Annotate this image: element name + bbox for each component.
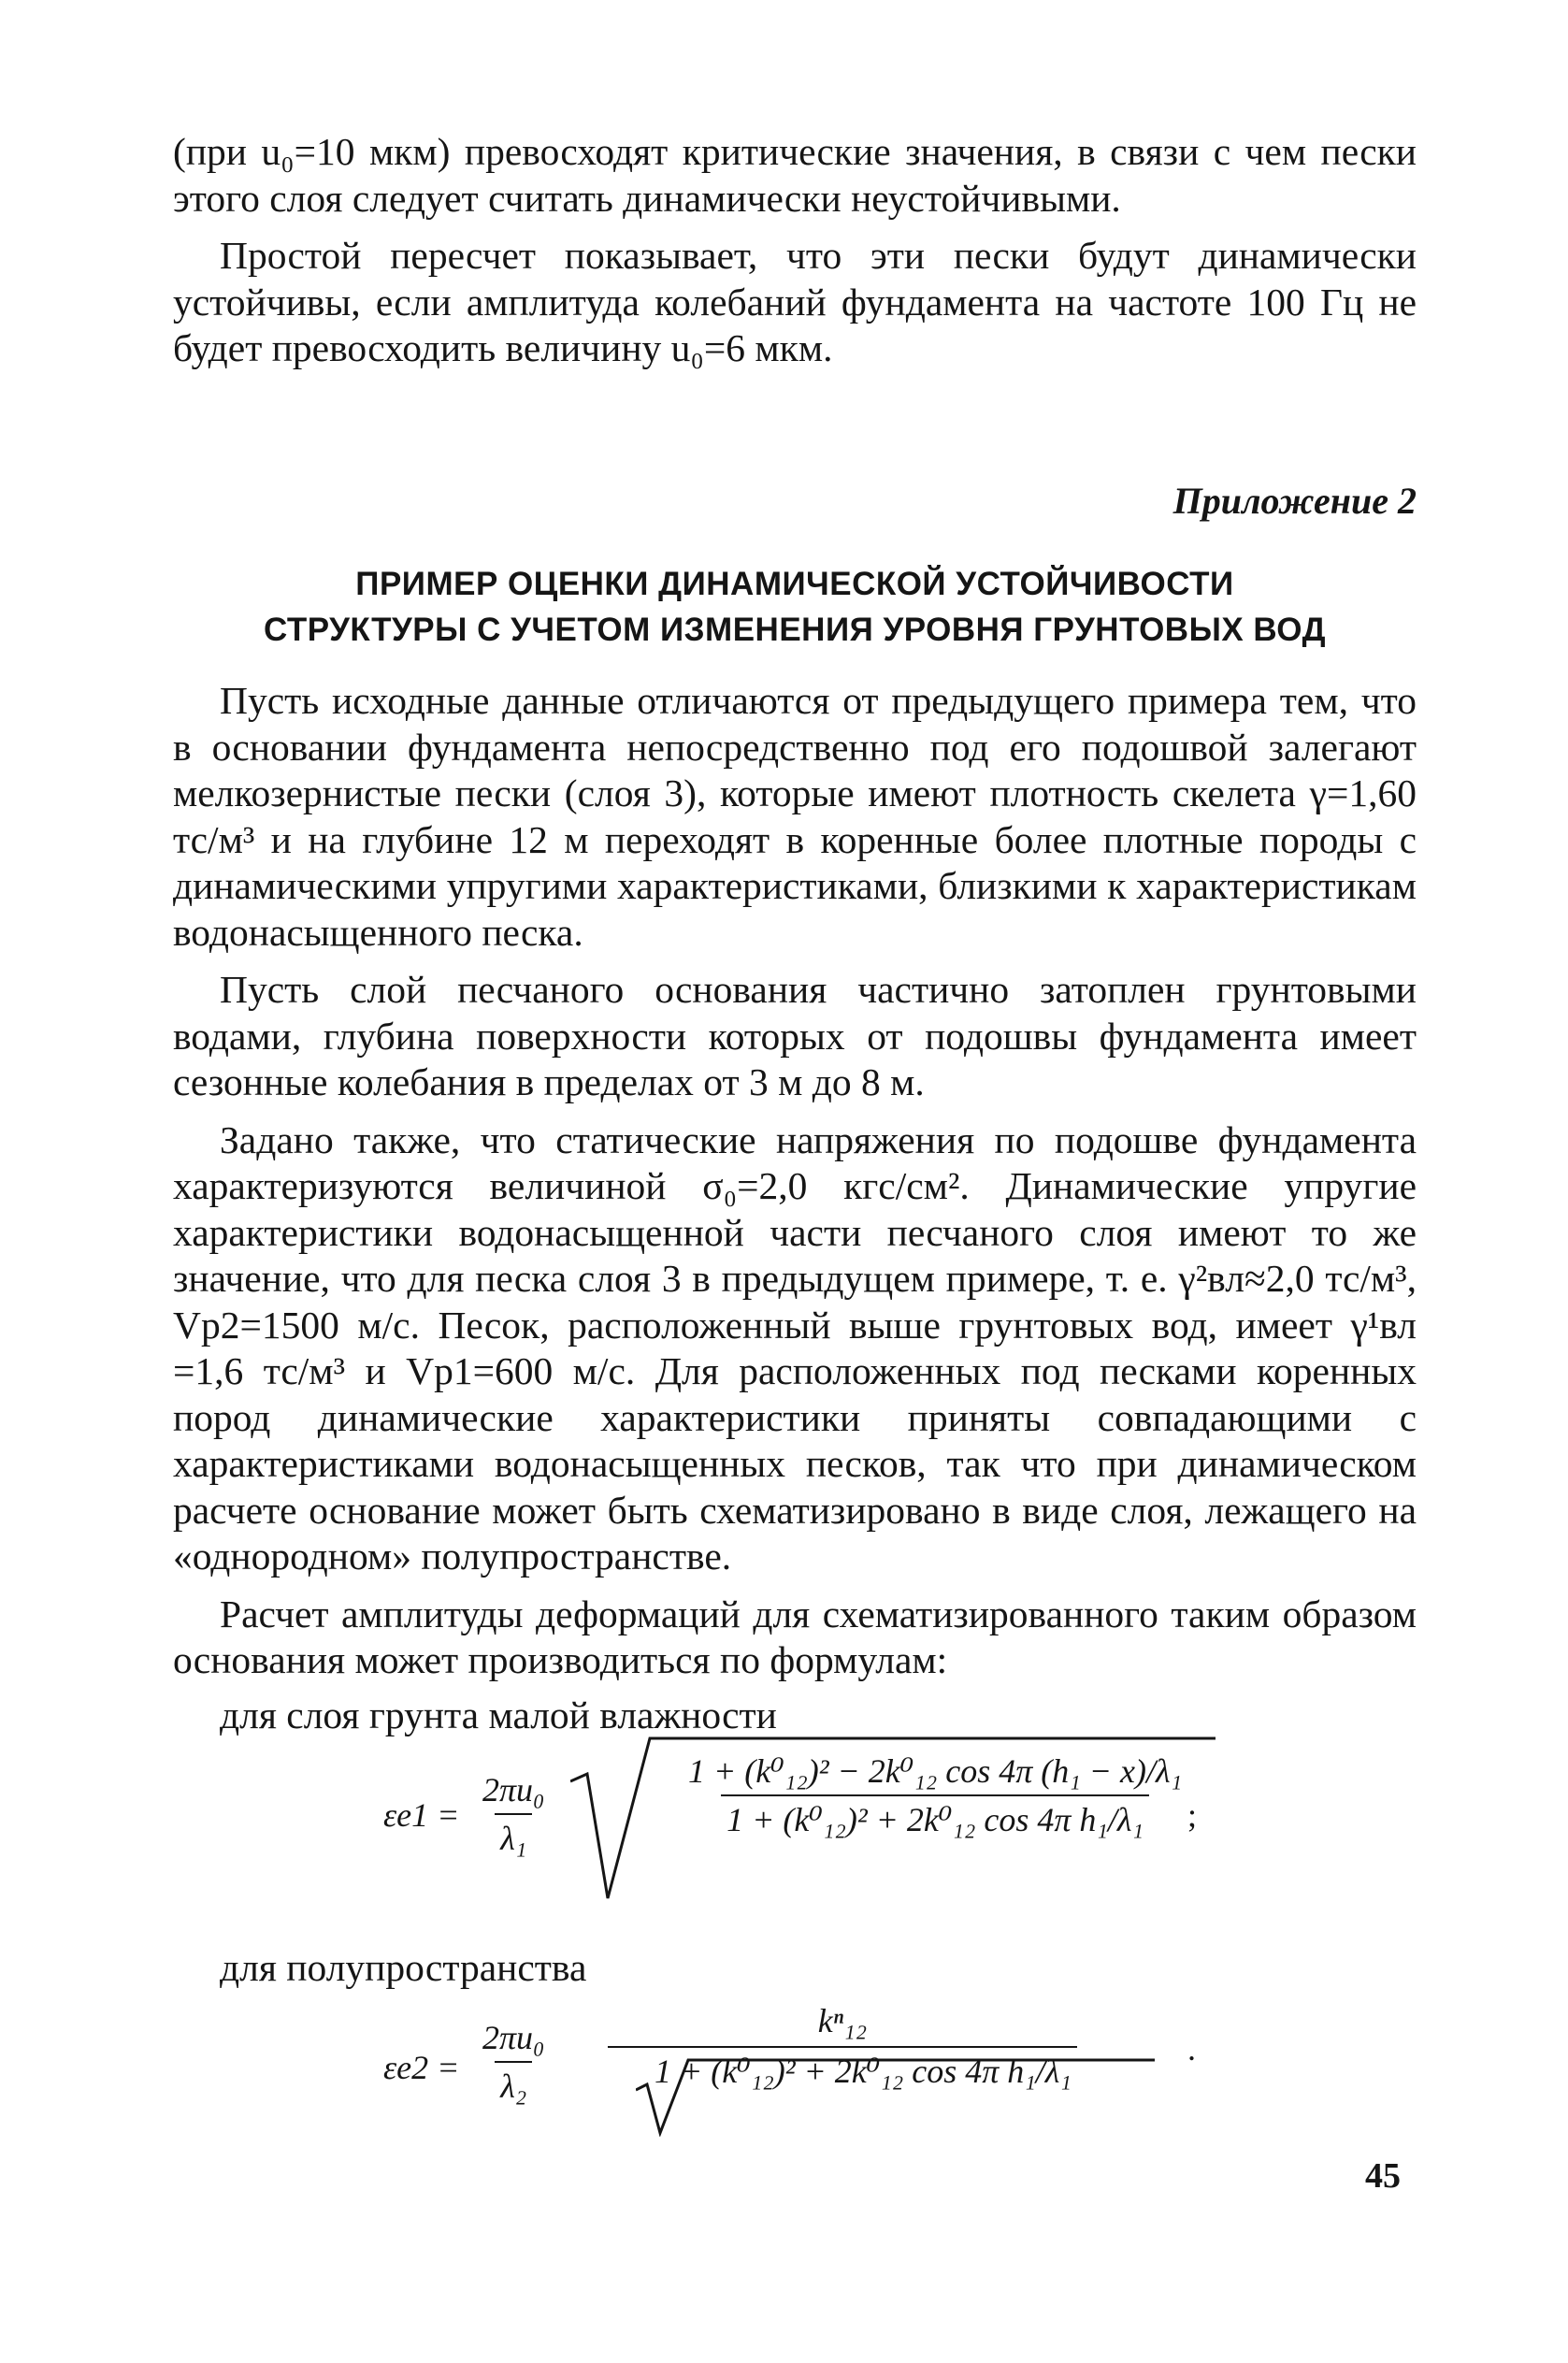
formula-1-label: для слоя грунта малой влажности — [220, 1693, 777, 1736]
paragraph-initial-data: Пусть исходные данные отличаются от предыдущего примера тем, что в основании фундамента непосредственно под его подошвой залегают мелкозернистые пески (слоя 3), которые имеют плотность скелета γ=1,60 тс/м³ и на глубине 12 м переходят в коренные более плотные породы с динамическими упругими характеристиками, близкими к характеристикам водонасыщенного песка. — [173, 679, 1417, 954]
appendix-label: Приложение 2 — [1172, 480, 1417, 522]
coef-denominator: λ₁ — [495, 1813, 532, 1858]
coef2-numerator: 2πu₀ — [482, 2019, 545, 2056]
formula-1-lhs: εe1 = — [383, 1796, 460, 1834]
coef2-denominator: λ₂ — [495, 2061, 532, 2106]
paragraph-calculation: Расчет амплитуды деформаций для схематизированного таким образом основания может производиться по формулам: — [173, 1592, 1417, 1681]
coef-numerator: 2πu₀ — [482, 1771, 545, 1808]
sqrt-sign-2-icon — [636, 2053, 1159, 2137]
appendix-body — [173, 678, 1417, 1684]
paragraph-recalculation: Простой пересчет показывает, что эти пески будут динамически устойчивы, если амплитуда колебаний фундамента на частоте 100 Гц не будет превосходить величину u₀=6 мкм. — [173, 234, 1417, 369]
page-number: 45 — [1365, 2156, 1401, 2196]
top-text — [173, 129, 1417, 372]
section-title — [173, 561, 1417, 653]
fraction-numerator: kⁿ₁₂ — [817, 2002, 868, 2039]
paragraph-groundwater: Пусть слой песчаного основания частично затоплен грунтовыми водами, глубина поверхности которых от подошвы фундамента имеет сезонные колебания в пределах от 3 м до 8 м. — [173, 968, 1417, 1103]
formula-1-radicand — [683, 1751, 1187, 1839]
formula-layer-2 — [383, 2001, 1225, 2141]
title-line-1: ПРИМЕР ОЦЕНКИ ДИНАМИЧЕСКОЙ УСТОЙЧИВОСТИ — [355, 566, 1234, 602]
formula-2-label: для полупространства — [220, 1946, 587, 1989]
fraction-denominator: 1 + (k⁰₁₂)² + 2k⁰₁₂ cos 4π h₁/λ₁ — [608, 2046, 1077, 2091]
title-line-2: СТРУКТУРЫ С УЧЕТОМ ИЗМЕНЕНИЯ УРОВНЯ ГРУНТОВЫХ ВОД — [263, 612, 1327, 648]
radicand-denominator: 1 + (k⁰₁₂)² + 2k⁰₁₂ cos 4π h₁/λ₁ — [721, 1794, 1149, 1839]
paragraph-continuation: (при u₀=10 мкм) превосходят критические значения, в связи с чем пески этого слоя следует считать динамически неустойчивыми. — [173, 130, 1417, 220]
formula-2-coefficient — [477, 2018, 551, 2106]
formula-2-lhs: εe2 = — [383, 2049, 460, 2086]
formula-1-end: ; — [1187, 1796, 1198, 1834]
formula-2-end: . — [1187, 2030, 1196, 2068]
radicand-numerator: 1 + (k⁰₁₂)² − 2k⁰₁₂ cos 4π (h₁ − x)/λ₁ — [688, 1752, 1183, 1790]
paragraph-static-stress: Задано также, что статические напряжения по подошве фундамента характеризуются величиной σ₀=2,0 кгс/см². Динамические упругие характеристики водонасыщенной части песчаного слоя имеют то же значение, что для песка слоя 3 в предыдущем примере, т. е. γ²вл≈2,0 тс/м³, Vp2=1500 м/с. Песок, расположенный выше грунтовых вод, имеет γ¹вл =1,6 тс/м³ и Vp1=600 м/с. Для расположенных под песками коренных пород динамические характеристики приняты совпадающими с характеристиками водонасыщенных песков, так что при динамическом расчете основание может быть схематизировано в виде слоя, лежащего на «однородном» полупространстве. — [173, 1117, 1417, 1578]
formula-1-coefficient — [477, 1770, 551, 1858]
formula-layer — [383, 1735, 1225, 1912]
